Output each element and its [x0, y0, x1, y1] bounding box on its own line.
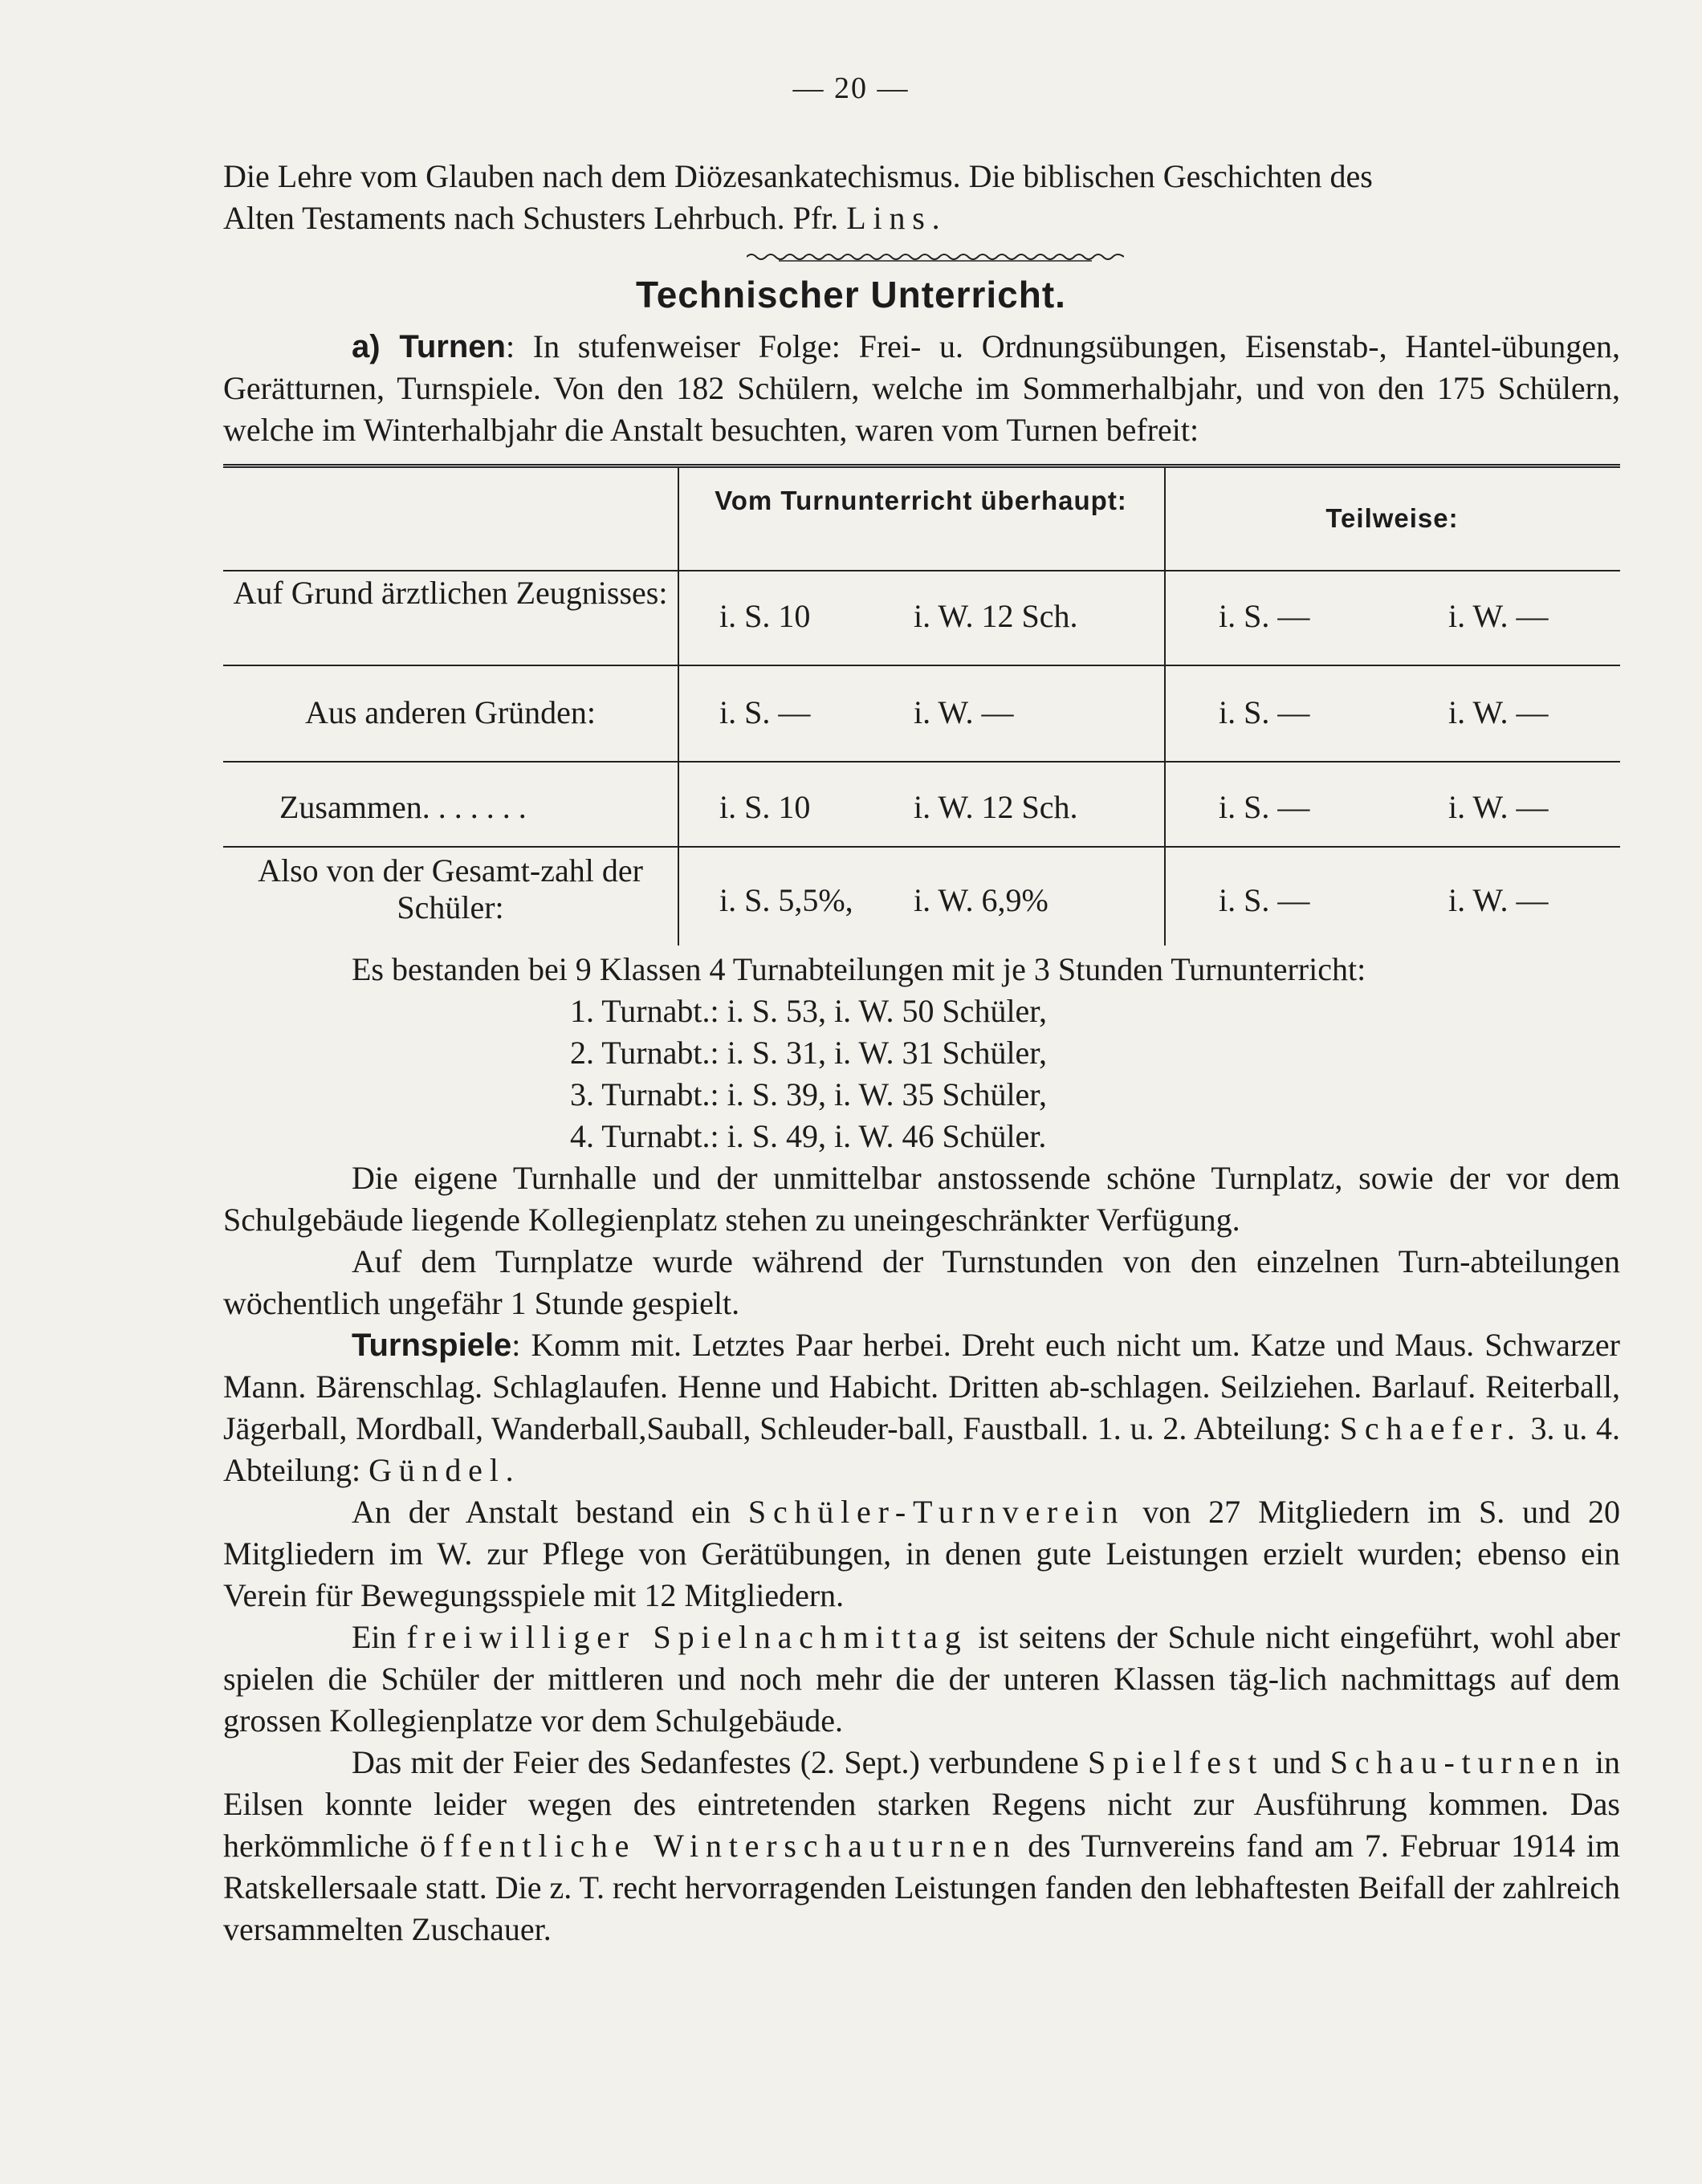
verein-text: An der Anstalt bestand ein: [352, 1494, 731, 1530]
intro-line-2-text: Alten Testaments nach Schusters Lehrbuch. Pfr.: [223, 200, 839, 236]
table-row-rule: [223, 761, 1620, 763]
verein-text: von 27 Mitgliedern im S. und 20 Mitgliedern im W. zur Pflege von Gerätübungen, in denen gute Leistungen erzielt wurden; ebenso ein Verein für Bewegungsspiele mit 12 Mitgliedern.: [223, 1494, 1621, 1613]
turnen-paragraph: [223, 326, 1620, 451]
table-cell: i. S. —: [1219, 694, 1310, 730]
intro-paragraph: [223, 156, 1620, 239]
table-cell: i. W. —: [1448, 598, 1549, 634]
teacher-name: Schaefer.: [1339, 1410, 1522, 1446]
table-cell: i. S. 5,5%,: [719, 882, 853, 918]
paragraph-verein: [223, 1491, 1620, 1617]
turnspiele-text: : Komm mit. Letztes Paar herbei. Dreht euch nicht um. Katze und Maus. Schwarzer Mann. Bärenschlag. Schlaglaufen. Henne und Habicht. Dritten ab-schlagen. Seilziehen. Barlauf. Reiterball, Jägerball, Mordball, Wanderball,Sauball, Schleuder-ball, Faustball. 1. u. 2. Abteilung:: [223, 1327, 1620, 1446]
table-row-rule: [223, 665, 1620, 666]
sedan-text: und: [1272, 1744, 1321, 1780]
table-cell: i. W. —: [1448, 882, 1549, 918]
abteilungen-intro: [223, 949, 1620, 990]
sedan-spielfest: Spielfest: [1087, 1744, 1264, 1780]
paragraph-sedanfest: [223, 1742, 1620, 1950]
sedan-text: in Eilsen konnte leider wegen des eintretenden starken Regens nicht zur Ausführung kommen. Das herkömmliche: [223, 1744, 1621, 1864]
table-cell: i. W. —: [1448, 694, 1549, 730]
paragraph-turnspiele: [223, 1324, 1620, 1491]
table-cell: i. S. 10: [719, 789, 811, 825]
list-item: 4. Turnabt.: i. S. 49, i. W. 46 Schüler.: [570, 1118, 1047, 1154]
table-cell: i. W. 12 Sch.: [914, 789, 1078, 825]
table-cell: i. S. —: [1219, 882, 1310, 918]
intro-line-1: Die Lehre vom Glauben nach dem Diözesankatechismus. Die biblischen Geschichten des: [223, 158, 1373, 194]
table-cell: i. S. —: [719, 694, 811, 730]
table-cell: i. W. 6,9%: [914, 882, 1048, 918]
turnen-label: a) Turnen: [352, 329, 506, 364]
table-col-rule: [678, 467, 679, 946]
list-item: 3. Turnabt.: i. S. 39, i. W. 35 Schüler,: [570, 1076, 1048, 1112]
sedan-text: Das mit der Feier des Sedanfestes (2. Sept.) verbundene: [352, 1744, 1079, 1780]
paragraph-spielnachmittag: [223, 1617, 1620, 1742]
exemption-table: [223, 464, 1620, 946]
verein-name: Schüler-Turnverein: [747, 1494, 1126, 1530]
turnspiele-mid: 3. u. 4. Abteilung:: [223, 1410, 1621, 1488]
turnspiele-label: Turnspiele: [352, 1328, 512, 1363]
table-row-label: Also von der Gesamt-zahl der Schüler:: [258, 852, 643, 925]
table-cell: i. S. —: [1219, 789, 1310, 825]
table-cell: i. W. 12 Sch.: [914, 598, 1078, 634]
intro-line-2: [223, 197, 1620, 239]
table-cell: i. S. —: [1219, 598, 1310, 634]
paragraph-turnhalle: Die eigene Turnhalle und der unmittelbar anstossende schöne Turnplatz, sowie der vor dem Schulgebäude liegende Kollegienplatz stehen zu uneingeschränkter Verfügung.: [223, 1160, 1620, 1238]
page-number: — 20 —: [792, 71, 910, 105]
table-cell: i. W. —: [1448, 789, 1549, 825]
spiel-text: Ein: [352, 1619, 397, 1655]
table-row-label: Zusammen. . . . . . .: [279, 789, 527, 825]
paragraph-turnplatz: Auf dem Turnplatze wurde während der Turnstunden von den einzelnen Turn-abteilungen wöchentlich ungefähr 1 Stunde gespielt.: [223, 1243, 1620, 1321]
sedan-text: des Turnvereins fand am 7. Februar 1914 im Ratskellersaale statt. Die z. T. recht hervorragenden Leistungen fanden den lebhaftesten Beifall der zahlreich versammelten Zuschauer.: [223, 1828, 1621, 1947]
wavy-divider: [747, 252, 1124, 262]
abteilungen-intro-text: Es bestanden bei 9 Klassen 4 Turnabteilungen mit je 3 Stunden Turnunterricht:: [352, 951, 1366, 987]
table-col-rule: [1164, 467, 1166, 946]
list-item: 1. Turnabt.: i. S. 53, i. W. 50 Schüler,: [570, 993, 1048, 1029]
table-header-partial: Teilweise:: [1325, 503, 1459, 533]
table-header-overall: Vom Turnunterricht überhaupt:: [715, 486, 1127, 515]
intro-teacher: Lins.: [846, 200, 947, 236]
list-item: 2. Turnabt.: i. S. 31, i. W. 31 Schüler,: [570, 1035, 1048, 1071]
table-header-rule: [223, 570, 1620, 571]
spiel-text: ist seitens der Schule nicht eingeführt, wohl aber spielen die Schüler der mittleren und noch mehr die der unteren Klassen täg-lich nachmittags auf dem grossen Kollegienplatze vor dem Schulgebäude.: [223, 1619, 1621, 1739]
table-row-rule: [223, 846, 1620, 848]
sedan-winterschauturnen: öffentliche Winterschauturnen: [419, 1828, 1017, 1864]
table-row-label: Auf Grund ärztlichen Zeugnisses:: [233, 575, 668, 611]
body-paragraphs: [223, 1157, 1620, 1950]
abteilungen-list: [570, 990, 1047, 1157]
table-cell: i. S. 10: [719, 598, 811, 634]
table-row-label: Aus anderen Gründen:: [304, 694, 597, 730]
spiel-name: freiwilliger Spielnachmittag: [406, 1619, 968, 1655]
sedan-schauturnen: Schau-turnen: [1329, 1744, 1586, 1780]
teacher-name: Gündel.: [368, 1452, 521, 1488]
table-top-rule: [223, 464, 1620, 468]
section-heading: Technischer Unterricht.: [636, 274, 1066, 315]
table-cell: i. W. —: [914, 694, 1014, 730]
turnen-text: : In stufenweiser Folge: Frei- u. Ordnungsübungen, Eisenstab-, Hantel-übungen, Gerätturnen, Turnspiele. Von den 182 Schülern, welche im Sommerhalbjahr, und von den 175 Schülern, welche im Winterhalbjahr die Anstalt besuchten, waren vom Turnen befreit:: [223, 328, 1620, 448]
